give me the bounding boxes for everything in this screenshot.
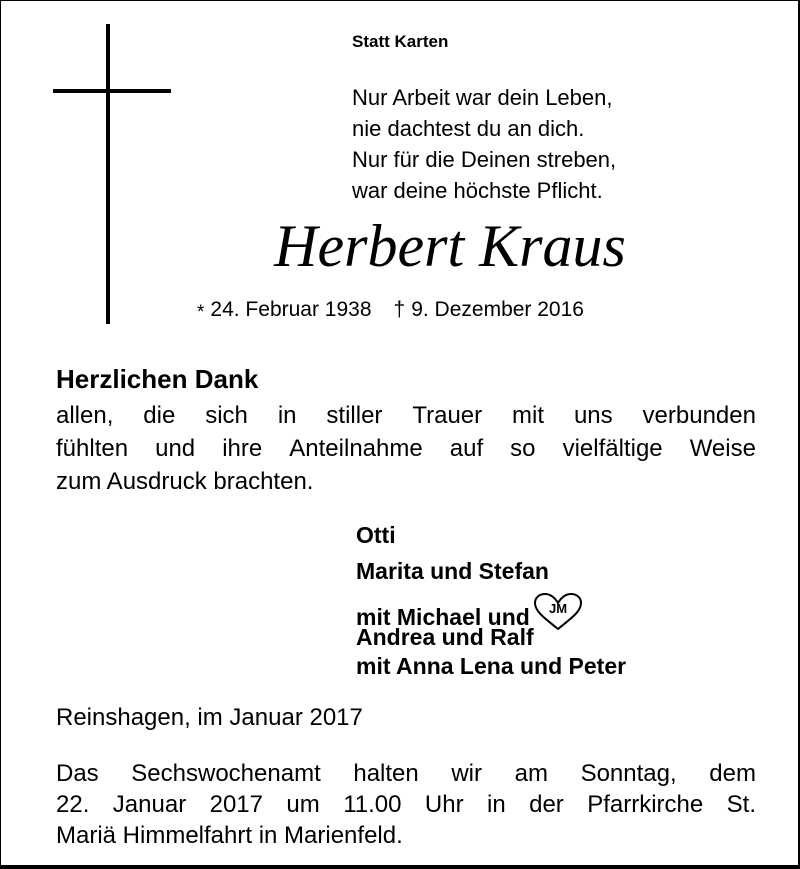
service-announcement (56, 758, 756, 851)
signatory-otti: Otti (356, 522, 396, 548)
death-dagger-icon: † (393, 298, 406, 321)
word: in (486, 791, 506, 818)
word: ihre (222, 435, 263, 462)
thanks-line (56, 432, 756, 465)
word: am (514, 760, 548, 787)
life-dates (197, 298, 584, 322)
service-line (56, 758, 756, 789)
signatory-text: mit Michael und (356, 604, 530, 630)
word: auf (449, 435, 484, 462)
thanks-line (56, 399, 756, 432)
death-date: 9. Dezember 2016 (411, 298, 584, 321)
word: 11.00 (343, 791, 402, 818)
word: verbunden (642, 402, 756, 429)
word: 2017 (209, 791, 263, 818)
statt-karten-heading: Statt Karten (352, 32, 449, 51)
word: der (529, 791, 564, 818)
word: Mariä Himmelfahrt in Marienfeld. (56, 822, 403, 849)
word: St. (726, 791, 756, 818)
word: so (510, 435, 536, 462)
word: Pfarrkirche (587, 791, 704, 818)
poem-line: Nur für die Deinen streben, (352, 147, 617, 172)
thanks-text (56, 399, 756, 498)
cross-icon-horizontal (53, 89, 171, 93)
word: um (286, 791, 320, 818)
word: allen, (56, 402, 114, 429)
word: wir (451, 760, 482, 787)
word: vielfältige (562, 435, 663, 462)
heart-icon (532, 593, 584, 637)
signatory-line: Andrea und Ralf (356, 624, 534, 650)
birth-date: 24. Februar 1938 (210, 298, 372, 321)
word: Trauer (412, 402, 483, 429)
word: in (277, 402, 297, 429)
service-line (56, 789, 756, 820)
birth-star-icon: * (197, 302, 205, 323)
service-line (56, 820, 756, 851)
word: uns (573, 402, 613, 429)
word: dem (709, 760, 756, 787)
word: und (155, 435, 196, 462)
word: Sechswochenamt (131, 760, 321, 787)
word: zum Ausdruck brachten. (56, 468, 314, 495)
word: sich (205, 402, 248, 429)
word: fühlten (56, 435, 129, 462)
word: Uhr (424, 791, 464, 818)
poem-line: Nur Arbeit war dein Leben, (352, 85, 613, 110)
poem-line: war deine höchste Pflicht. (352, 178, 603, 203)
word: Anteilnahme (289, 435, 423, 462)
signatory-line: mit Anna Lena und Peter (356, 653, 627, 679)
memorial-poem (352, 82, 616, 206)
deceased-name: Herbert Kraus (274, 213, 626, 279)
place-date: Reinshagen, im Januar 2017 (56, 704, 363, 731)
word: die (143, 402, 176, 429)
word: Das (56, 760, 99, 787)
word: Januar (112, 791, 187, 818)
word: Weise (689, 435, 756, 462)
word: stiller (326, 402, 383, 429)
thanks-line (56, 465, 756, 498)
heart-initials: JM (548, 601, 567, 616)
word: mit (512, 402, 545, 429)
word: Sonntag, (580, 760, 677, 787)
thanks-heading: Herzlichen Dank (56, 364, 259, 394)
poem-line: nie dachtest du an dich. (352, 116, 585, 141)
signatory-line: Marita und Stefan (356, 558, 549, 584)
word: 22. (56, 791, 90, 818)
word: halten (353, 760, 419, 787)
